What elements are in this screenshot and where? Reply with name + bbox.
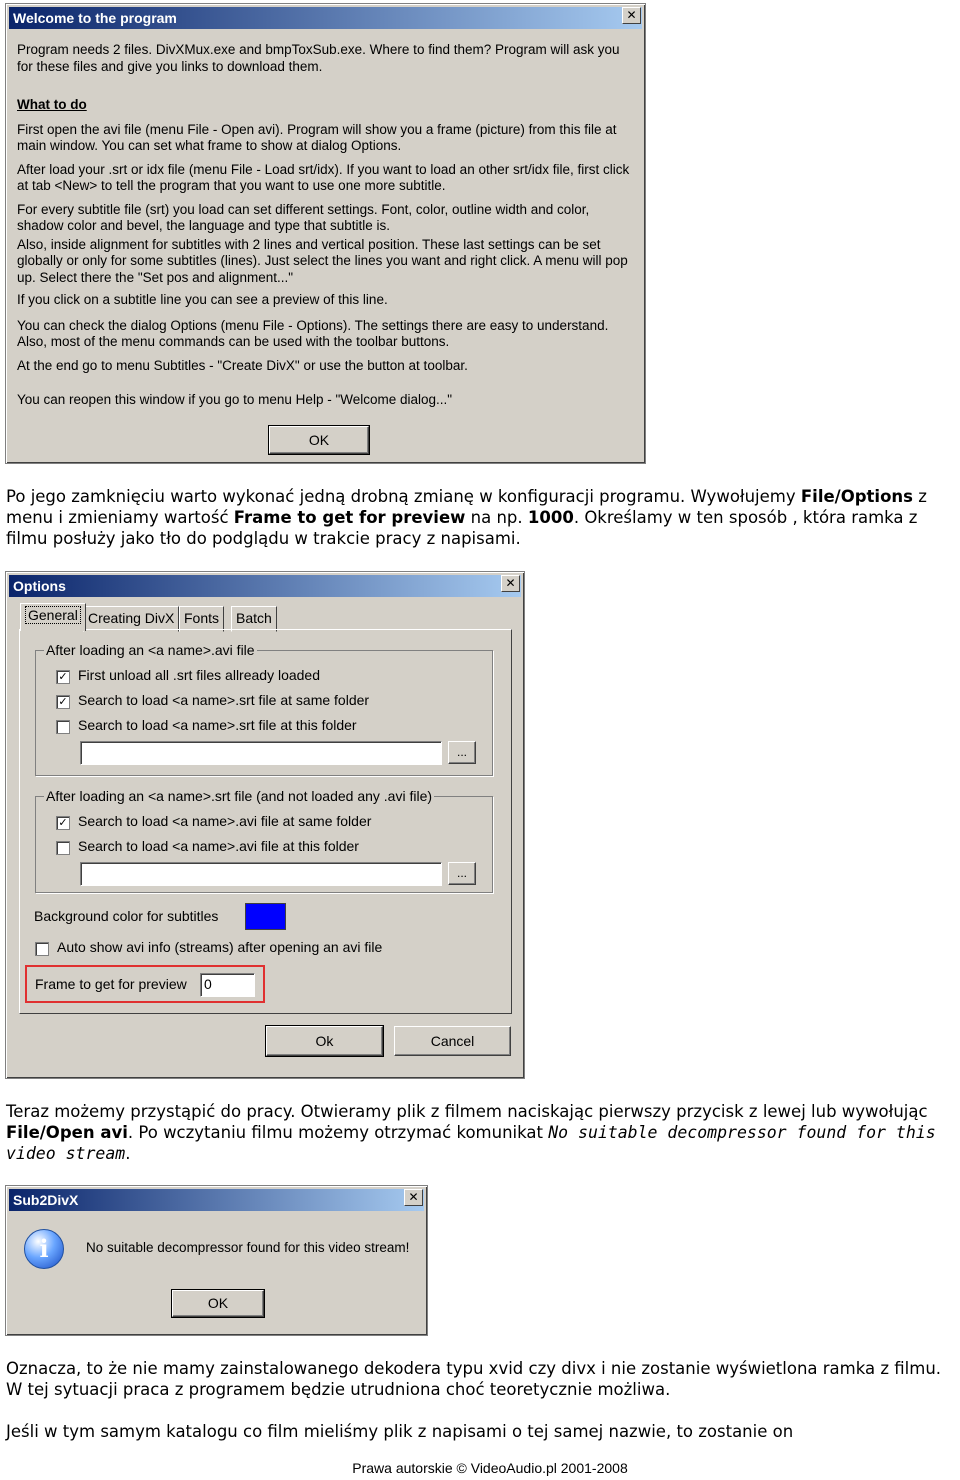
welcome-para: At the end go to menu Subtitles - "Create DivX" or use the button at toolbar. <box>17 357 468 373</box>
welcome-heading: What to do <box>17 97 87 112</box>
p1-text: na np. <box>465 508 528 527</box>
options-ok-button[interactable]: Ok <box>266 1026 383 1056</box>
tab-general[interactable] <box>20 603 86 631</box>
welcome-para: Also, inside alignment for subtitles with 2 lines and vertical position. These last settings can be set globally or only for some subtitles (lines). Just select the lines you want and right click. A menu will pop up. Select there the "Set pos and alignment..." <box>17 236 628 285</box>
checkbox-label: Search to load <a name>.srt file at this folder <box>78 717 357 733</box>
checkbox-label: Auto show avi info (streams) after opening an avi file <box>57 939 383 955</box>
checkbox-unload-srt[interactable]: ✓ <box>56 670 70 684</box>
message-box <box>5 1185 428 1336</box>
bg-color-swatch[interactable] <box>245 903 286 930</box>
welcome-para: You can reopen this window if you go to menu Help - "Welcome dialog..." <box>17 392 453 407</box>
options-title: Options <box>13 578 66 594</box>
p1-bold: 1000 <box>527 508 574 527</box>
p1-text: Po jego zamknięciu warto wykonać jedną drobną zmianę w konfiguracji programu. Wywołujemy <box>6 487 801 506</box>
checkbox-label: First unload all .srt files allready loaded <box>78 667 321 683</box>
srt-folder-input[interactable] <box>80 741 442 765</box>
options-titlebar[interactable] <box>9 575 521 597</box>
checkbox-srt-this-folder[interactable] <box>56 720 70 734</box>
avi-folder-browse-button[interactable]: ... <box>448 862 476 885</box>
p2-italic: No suitable decompressor found for this video stream <box>6 1123 936 1163</box>
msgbox-title: Sub2DivX <box>13 1192 79 1208</box>
avi-folder-input[interactable] <box>80 862 442 886</box>
welcome-para: You can check the dialog Options (menu File - Options). The settings there are easy to understand. Also, most of the menu commands can be used with the toolbar buttons. <box>17 317 609 349</box>
options-cancel-button[interactable]: Cancel <box>394 1026 511 1056</box>
welcome-titlebar[interactable] <box>9 7 642 29</box>
p1-bold: Frame to get for preview <box>233 508 466 527</box>
p2-bold: File/Open avi <box>6 1123 128 1142</box>
checkbox-label: Search to load <a name>.srt file at same folder <box>78 692 370 708</box>
footer-copyright: Prawa autorskie © VideoAudio.pl 2001-2008 <box>352 1460 628 1476</box>
paragraph-1 <box>6 486 956 549</box>
welcome-para: If you click on a subtitle line you can see a preview of this line. <box>17 292 388 307</box>
frame-preview-input[interactable]: 0 <box>200 973 255 997</box>
tab-label: Batch <box>236 610 272 626</box>
welcome-para: For every subtitle file (srt) you load can set different settings. Font, color, outline width and color, shadow color and bevel, the language and type that subtitle is. <box>17 201 590 233</box>
welcome-para: After load your .srt or idx file (menu File - Load srt/idx). If you want to load an other srt/idx file, first click at tab <New> to tell the program that you want to use one more subtitle. <box>17 161 630 193</box>
srt-folder-browse-button[interactable]: ... <box>448 741 476 764</box>
welcome-para: Program needs 2 files. DivXMux.exe and bmpToxSub.exe. Where to find them? Program will ask you for these files and give you links to download them. <box>17 42 620 74</box>
close-icon[interactable]: ✕ <box>501 575 520 592</box>
tab-label: General <box>25 606 81 624</box>
checkbox-srt-same-folder[interactable]: ✓ <box>56 695 70 709</box>
p2-text: Teraz możemy przystąpić do pracy. Otwieramy plik z filmem naciskając pierwszy przycisk z lewej lub wywołując <box>6 1102 928 1121</box>
welcome-text <box>17 42 637 409</box>
group-after-srt-label: After loading an <a name>.srt file (and not loaded any .avi file) <box>46 788 433 804</box>
welcome-ok-button[interactable]: OK <box>269 426 369 454</box>
checkbox-label: Search to load <a name>.avi file at this folder <box>78 838 359 854</box>
frame-preview-label: Frame to get for preview <box>35 976 187 992</box>
msgbox-message: No suitable decompressor found for this video stream! <box>86 1240 410 1255</box>
msgbox-titlebar[interactable] <box>9 1189 424 1211</box>
paragraph-4: Jeśli w tym samym katalogu co film mieliśmy plik z napisami o tej samej nazwie, to zostanie on <box>6 1422 794 1441</box>
close-icon[interactable]: ✕ <box>404 1189 423 1206</box>
welcome-dialog <box>5 3 646 464</box>
p2-text: . <box>125 1144 131 1163</box>
p1-text: . Określamy w ten sposób , która ramka z filmu posłuży jako tło do podglądu w trakcie pracy z napisami. <box>6 508 918 548</box>
msgbox-ok-button[interactable]: OK <box>172 1290 264 1317</box>
group-after-avi-label: After loading an <a name>.avi file <box>46 642 255 658</box>
p1-bold: File/Options <box>800 487 913 506</box>
info-icon: i <box>24 1229 64 1269</box>
welcome-para: First open the avi file (menu File - Open avi). Program will show you a frame (picture) from this file at main window. You can set what frame to show at dialog Options. <box>17 121 617 153</box>
p1-text: z menu i zmieniamy wartość <box>6 487 927 527</box>
close-icon[interactable]: ✕ <box>622 7 641 24</box>
paragraph-2 <box>6 1101 956 1164</box>
p2-text: . Po wczytaniu filmu możemy otrzymać komunikat <box>127 1123 549 1142</box>
welcome-title: Welcome to the program <box>13 10 177 26</box>
checkbox-autoshow-avi-info[interactable] <box>35 942 49 956</box>
checkbox-avi-this-folder[interactable] <box>56 841 70 855</box>
checkbox-label: Search to load <a name>.avi file at same folder <box>78 813 372 829</box>
paragraph-3: Oznacza, to że nie mamy zainstalowanego dekodera typu xvid czy divx i nie zostanie wyświetlona ramka z filmu. W tej sytuacji praca z programem będzie utrudniona choć teoretycznie możliwa. <box>6 1359 942 1399</box>
bg-color-label: Background color for subtitles <box>34 908 219 924</box>
checkbox-avi-same-folder[interactable]: ✓ <box>56 816 70 830</box>
tab-label: Fonts <box>184 610 220 626</box>
tab-label: Creating DivX <box>88 610 175 626</box>
